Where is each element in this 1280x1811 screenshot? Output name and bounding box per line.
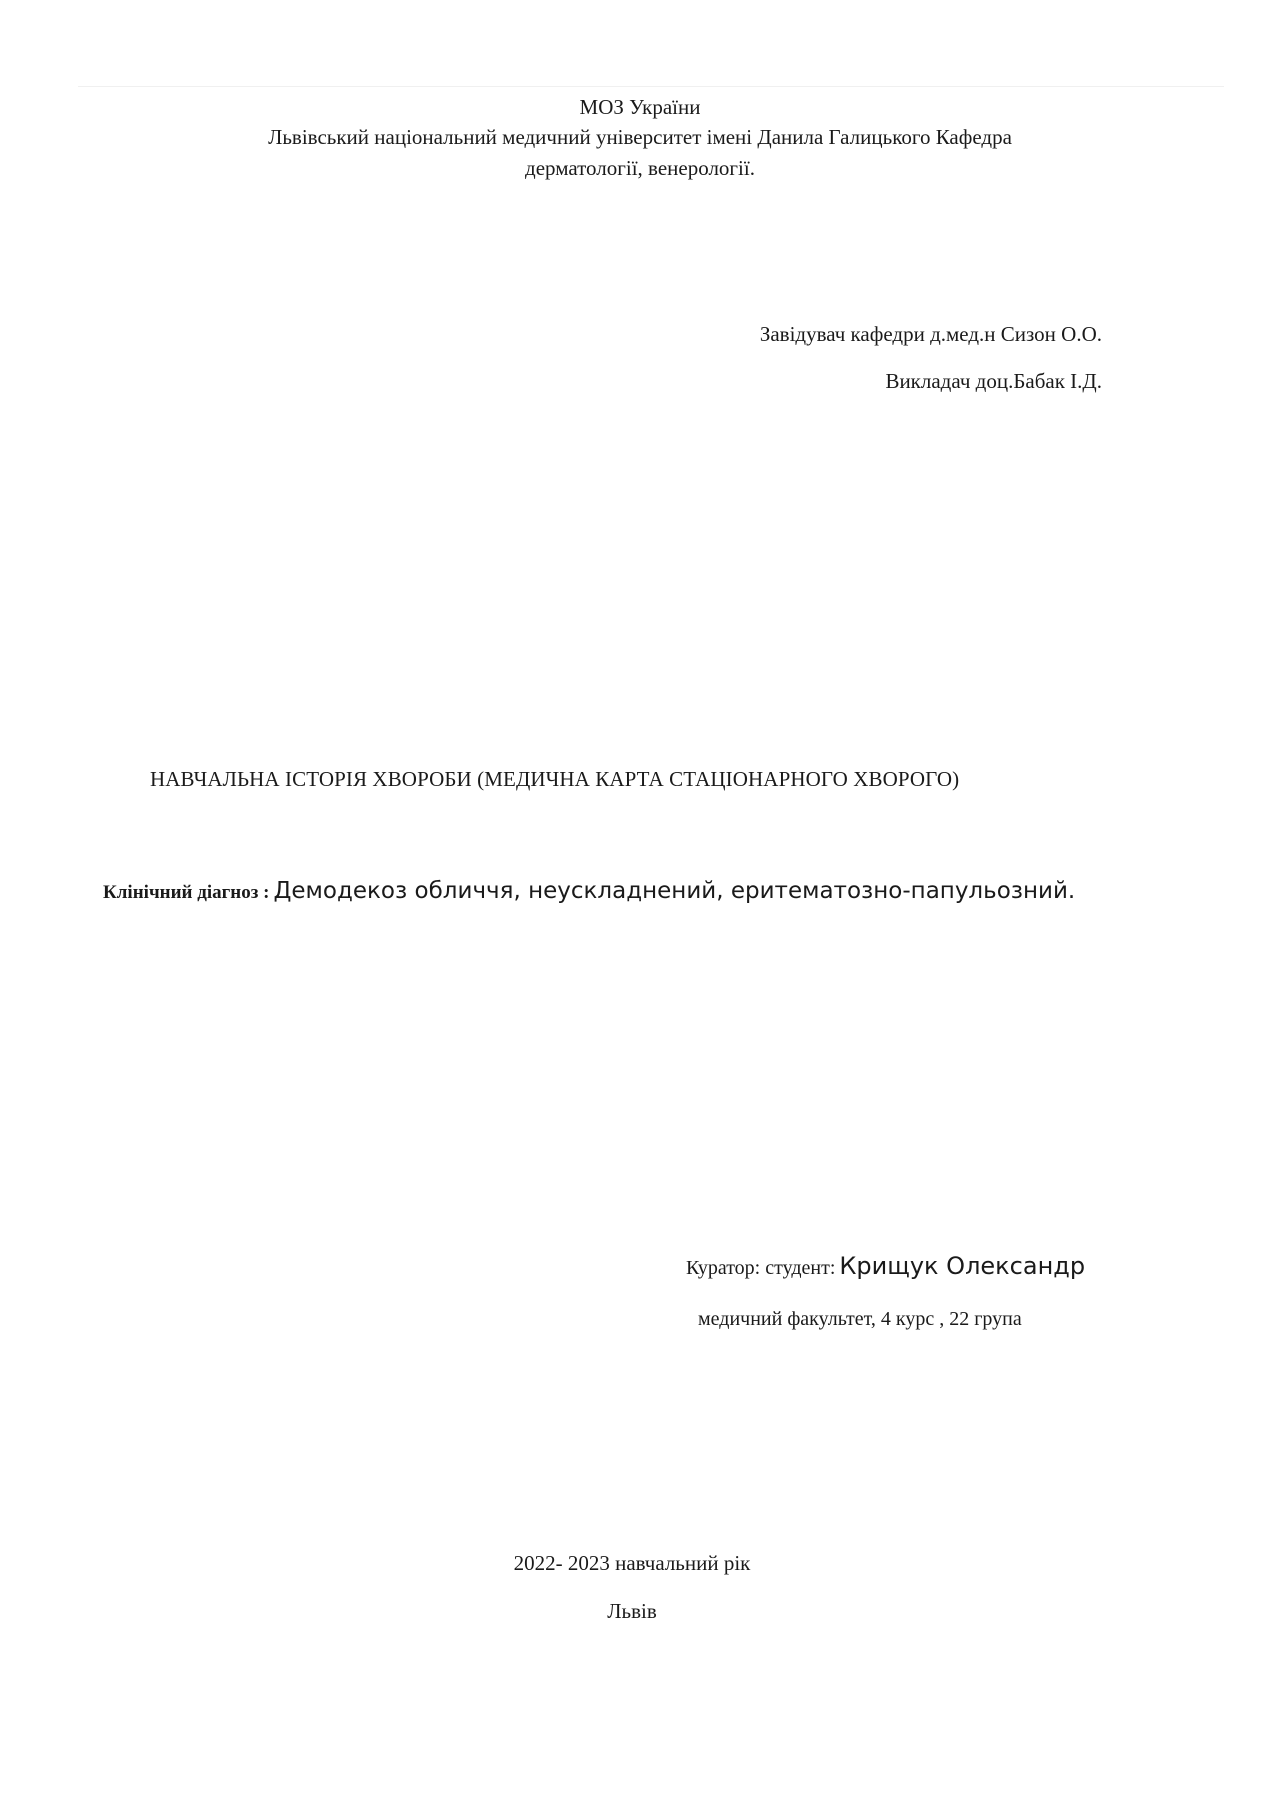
city: Львів <box>607 1599 657 1623</box>
head-of-department: Завідувач кафедри д.мед.н Сизон О.О. <box>759 322 1102 346</box>
university-name-line1: Львівський національний медичний університет імені Данила Галицького Кафедра <box>268 125 1012 149</box>
top-divider <box>78 86 1224 87</box>
university-name-line2: дерматології, венерології. <box>525 156 755 180</box>
curator-label: Куратор: студент: <box>686 1257 836 1279</box>
lecturer: Викладач доц.Бабак І.Д. <box>885 369 1102 393</box>
ministry-name: МОЗ України <box>579 95 701 119</box>
document-title: НАВЧАЛЬНА ІСТОРІЯ ХВОРОБИ (МЕДИЧНА КАРТА СТАЦІОНАРНОГО ХВОРОГО) <box>150 767 960 791</box>
diagnosis-label: Клінічний діагноз : <box>103 882 270 903</box>
academic-year: 2022- 2023 навчальний рік <box>513 1551 751 1575</box>
curator-line <box>686 1252 1085 1280</box>
curator-name: Крищук Олександр <box>839 1252 1086 1280</box>
diagnosis-value: Демодекоз обличчя, неускладнений, еритематозно-папульозний. <box>273 878 1076 904</box>
clinical-diagnosis <box>103 878 1075 904</box>
curator-faculty: медичний факультет, 4 курс , 22 група <box>698 1308 1022 1330</box>
